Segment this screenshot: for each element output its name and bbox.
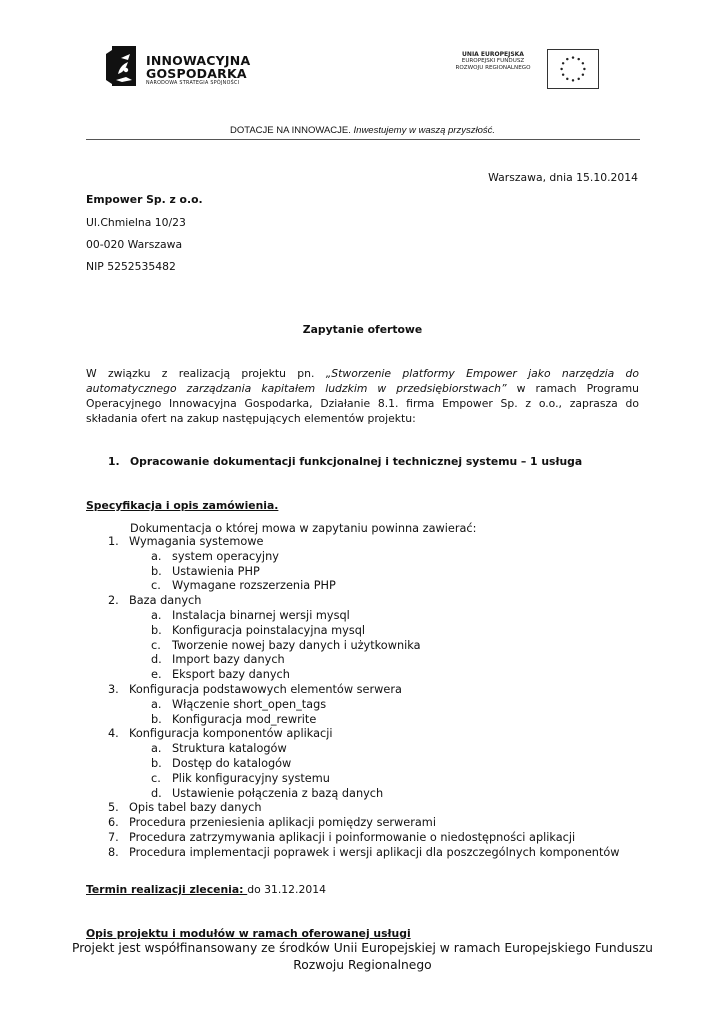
sub-list-item-letter: a.	[151, 549, 162, 563]
sub-list-item-text: Dostęp do katalogów	[172, 756, 292, 770]
intro-part1: W związku z realizacją projektu pn.	[86, 367, 326, 380]
eu-star-icon	[577, 78, 579, 80]
eu-star-icon	[560, 68, 562, 70]
eu-logo-line3: ROZWOJU REGIONALNEGO	[455, 65, 531, 71]
eu-logo-text	[445, 51, 541, 72]
eu-star-icon	[583, 68, 585, 70]
sub-list-item-text: Eksport bazy danych	[172, 668, 290, 682]
tagline-normal: DOTACJE NA INNOWACJE.	[230, 125, 351, 136]
list-item	[108, 594, 620, 609]
sub-list-item-letter: b.	[151, 564, 162, 578]
sub-list-item-text: Konfiguracja poinstalacyjna mysql	[172, 623, 366, 637]
sub-list-item-text: Ustawienie połączenia z bazą danych	[172, 786, 384, 800]
sub-list-item-letter: b.	[151, 756, 162, 770]
list-item	[108, 535, 620, 550]
sub-list-item-letter: b.	[151, 712, 162, 726]
spec-heading: Specyfikacja i opis zamówienia.	[86, 499, 279, 512]
sub-list-item-letter: d.	[151, 653, 162, 667]
list-item-text: Procedura przeniesienia aplikacji pomiędzy serwerami	[129, 816, 436, 830]
list-item	[108, 727, 620, 742]
letter-date: Warszawa, dnia 15.10.2014	[488, 171, 638, 184]
sub-list-item	[108, 742, 620, 757]
eu-star-icon	[572, 56, 574, 58]
spec-list	[108, 535, 620, 861]
sub-list-item-text: Włączenie short_open_tags	[172, 697, 327, 711]
list-item-text: Opis tabel bazy danych	[129, 801, 262, 815]
sub-list-item	[108, 624, 620, 639]
sub-list-item-text: Ustawienia PHP	[172, 564, 260, 578]
sub-list-item-text: Import bazy danych	[172, 653, 285, 667]
deadline-label: Termin realizacji zlecenia:	[86, 883, 248, 896]
sub-list-item	[108, 609, 620, 624]
document-title: Zapytanie ofertowe	[302, 323, 423, 336]
sub-list-item	[108, 668, 620, 683]
logo-left-line1: INNOWACYJNA	[146, 53, 251, 68]
company-street: Ul.Chmielna 10/23	[86, 216, 186, 229]
intro-project-name: „Stworzenie platformy Empower jako narzędzia do automatycznego zarządzania kapitałem ludzkim w przedsiębiorstwach”	[86, 367, 639, 395]
eu-logo-line1: UNIA EUROPEJSKA	[462, 51, 524, 58]
list-item-number: 5.	[108, 801, 119, 815]
company-name: Empower Sp. z o.o.	[86, 193, 203, 206]
sub-list-item	[108, 757, 620, 772]
list-item-text: Procedura implementacji poprawek i wersji aplikacji dla poszczególnych komponentów	[129, 845, 620, 859]
sub-list-item-letter: a.	[151, 608, 162, 622]
deadline	[86, 882, 326, 897]
list-item-number: 3.	[108, 682, 119, 696]
sub-list-item-text: Wymagane rozszerzenia PHP	[172, 579, 336, 593]
list-item	[108, 801, 620, 816]
innowacyjna-gospodarka-emblem-icon	[106, 44, 140, 88]
sub-list-item-letter: c.	[151, 771, 161, 785]
eu-flag-icon	[547, 49, 599, 89]
tagline-italic: Inwestujemy w waszą przyszłość.	[353, 125, 495, 136]
sub-list-item-text: Konfiguracja mod_rewrite	[172, 712, 317, 726]
sub-list-item-letter: a.	[151, 697, 162, 711]
eu-logo-line2: EUROPEJSKI FUNDUSZ	[461, 58, 525, 64]
list-item	[108, 683, 620, 698]
list-item-number: 4.	[108, 727, 119, 741]
header-divider	[86, 139, 640, 140]
company-city: 00-020 Warszawa	[86, 238, 183, 251]
sub-list-item-letter: a.	[151, 742, 162, 756]
sub-list-item-text: Plik konfiguracyjny systemu	[172, 771, 330, 785]
sub-list-item-text: Instalacja binarnej wersji mysql	[172, 608, 350, 622]
sub-list-item	[108, 550, 620, 565]
sub-list-item-letter: e.	[151, 668, 162, 682]
sub-list-item-letter: b.	[151, 623, 162, 637]
sub-list-item	[108, 579, 620, 594]
sub-list-item-letter: c.	[151, 579, 161, 593]
list-item	[108, 831, 620, 846]
sub-list-item	[108, 698, 620, 713]
logo-left-line2: GOSPODARKA	[146, 66, 247, 81]
sub-list-item	[108, 772, 620, 787]
offer-item	[108, 454, 582, 469]
offer-item-number: 1.	[108, 455, 120, 468]
footer-line2: Rozwoju Regionalnego	[293, 958, 432, 972]
eu-star-icon	[562, 73, 564, 75]
list-item-text: Baza danych	[129, 594, 202, 608]
tagline	[0, 125, 725, 136]
list-item	[108, 816, 620, 831]
project-description-heading: Opis projektu i modułów w ramach oferowanej usługi	[86, 927, 411, 940]
list-item-number: 7.	[108, 830, 119, 844]
list-item-text: Konfiguracja komponentów aplikacji	[129, 727, 333, 741]
list-item-text: Procedura zatrzymywania aplikacji i poinformowanie o niedostępności aplikacji	[129, 830, 576, 844]
innowacyjna-gospodarka-logo	[106, 44, 256, 92]
list-item-number: 2.	[108, 594, 119, 608]
sub-list-item	[108, 565, 620, 580]
company-nip: NIP 5252535482	[86, 260, 176, 273]
list-item-text: Wymagania systemowe	[129, 535, 264, 548]
list-item	[108, 846, 620, 861]
sub-list-item	[108, 639, 620, 654]
intro-part2: w ramach Programu Operacyjnego Innowacyjna Gospodarka, Działanie 8.1. firma Empower Sp. z o.o., zaprasza do składania ofert na zakup następujących elementów projektu:	[86, 382, 639, 425]
footer	[0, 940, 725, 974]
sub-list-item	[108, 713, 620, 728]
list-item-number: 6.	[108, 816, 119, 830]
sub-list-item	[108, 653, 620, 668]
deadline-value: do 31.12.2014	[247, 883, 326, 896]
list-item-number: 1.	[108, 535, 119, 548]
eu-star-icon	[572, 79, 574, 81]
eu-star-icon	[582, 73, 584, 75]
eu-star-icon	[566, 58, 568, 60]
sub-list-item-letter: c.	[151, 638, 161, 652]
offer-item-text: Opracowanie dokumentacji funkcjonalnej i technicznej systemu – 1 usługa	[130, 455, 583, 468]
eu-star-icon	[582, 62, 584, 64]
sub-list-item-text: system operacyjny	[172, 549, 279, 563]
eu-logo	[445, 49, 599, 91]
list-item-text: Konfiguracja podstawowych elementów serwera	[129, 682, 402, 696]
footer-line1: Projekt jest współfinansowany ze środków Unii Europejskiej w ramach Europejskiego Funduszu	[72, 941, 653, 955]
list-item-number: 8.	[108, 845, 119, 859]
intro-paragraph	[86, 366, 639, 426]
sub-list-item-text: Tworzenie nowej bazy danych i użytkownika	[172, 638, 421, 652]
sub-list-item-letter: d.	[151, 786, 162, 800]
logo-left-line3: NARODOWA STRATEGIA SPÓJNOŚCI	[146, 81, 240, 86]
sub-list-item-text: Struktura katalogów	[172, 742, 287, 756]
eu-star-icon	[562, 62, 564, 64]
sub-list-item	[108, 787, 620, 802]
eu-star-icon	[566, 78, 568, 80]
spec-lead: Dokumentacja o której mowa w zapytaniu powinna zawierać:	[130, 522, 477, 535]
eu-star-icon	[577, 58, 579, 60]
